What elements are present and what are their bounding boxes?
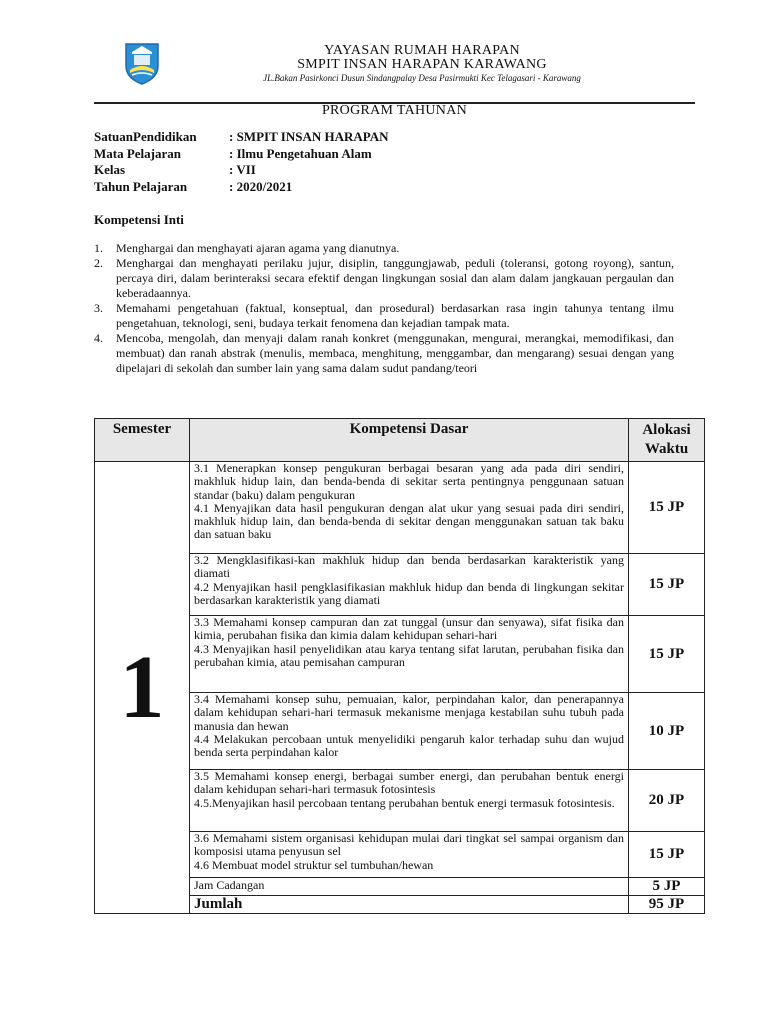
kd-cell <box>190 770 629 832</box>
jp-cell: 15 JP <box>629 616 705 693</box>
list-number: 2. <box>94 256 103 270</box>
list-text: Menghargai dan menghayati perilaku jujur, disiplin, tanggungjawab, peduli (toleransi, gotong royong), santun, percaya diri, dalam berinteraksi secara efektif dengan lingkungan sosial dan alam dalam jangkauan pergaulan dan keberadaannya. <box>116 256 674 300</box>
kd-skill-text: 4.5.Menyajikan hasil percobaan tentang perubahan bentuk energi termasuk fotosintesis. <box>194 795 615 810</box>
page-title: PROGRAM TAHUNAN <box>321 103 468 118</box>
kd-skill-text: 4.1 Menyajikan data hasil pengukuran dengan alat ukur yang sesuai pada diri sendiri, makhluk hidup lain, dan benda-benda di sekitar dengan menggunakan satuan tak baku dan satuan baku <box>194 500 624 542</box>
kd-text: 3.3 Memahami konsep campuran dan zat tunggal (unsur dan senyawa), sifat fisika dan kimia, perubahan fisika dan kimia dalam kehidupan sehari-hari <box>194 615 624 643</box>
list-item <box>94 241 674 256</box>
list-item <box>94 331 674 376</box>
kd-skill-text: 4.3 Menyajikan hasil penyelidikan atau karya tentang sifat larutan, perubahan fisika dan perubahan kimia, atau pemisahan campuran <box>194 641 624 669</box>
list-number: 3. <box>94 301 103 315</box>
table-header-row <box>95 419 705 462</box>
info-value: : VII <box>229 162 256 177</box>
school-logo-icon <box>122 40 162 86</box>
semester-number: 1 <box>95 462 190 914</box>
cadangan-label: Jam Cadangan <box>190 878 629 896</box>
org-name: YAYASAN RUMAH HARAPAN <box>324 43 520 58</box>
kd-cell <box>190 462 629 554</box>
jp-cell: 15 JP <box>629 832 705 878</box>
kd-skill-text: 4.6 Membuat model struktur sel tumbuhan/hewan <box>194 857 434 872</box>
cadangan-jp: 5 JP <box>629 878 705 896</box>
info-label: SatuanPendidikan <box>94 129 197 144</box>
info-row <box>94 179 389 196</box>
jumlah-label: Jumlah <box>190 896 629 914</box>
kd-cell <box>190 693 629 770</box>
list-item <box>94 256 674 301</box>
kd-skill-text: 4.4 Melakukan percobaan untuk menyelidiki pengaruh kalor terhadap suhu dan wujud benda serta perpindahan kalor <box>194 731 624 760</box>
info-label: Kelas <box>94 162 126 177</box>
list-item <box>94 301 674 331</box>
kd-text: 3.4 Memahami konsep suhu, pemuaian, kalor, perpindahan kalor, dan penerapannya dalam kehidupan sehari-hari termasuk mekanisme menjaga kestabilan suhu tubuh pada manusia dan hewan <box>194 692 624 733</box>
kd-cell <box>190 832 629 878</box>
info-value: : Ilmu Pengetahuan Alam <box>229 145 372 161</box>
jp-cell: 20 JP <box>629 770 705 832</box>
jp-cell: 10 JP <box>629 693 705 770</box>
kd-cell <box>190 554 629 616</box>
list-text: Menghargai dan menghayati ajaran agama yang dianutnya. <box>116 241 400 255</box>
school-address: JL.Bakan Pasirkonci Dusun Sindangpalay Desa Pasirmukti Kec Telagasari - Karawang <box>263 73 581 83</box>
info-label: Mata Pelajaran <box>94 145 182 161</box>
header-alokasi-waktu: Alokasi Waktu <box>629 419 705 462</box>
jp-cell: 15 JP <box>629 554 705 616</box>
jumlah-jp: 95 JP <box>629 896 705 914</box>
kompetensi-inti-title: Kompetensi Inti <box>94 212 184 227</box>
list-number: 4. <box>94 331 103 345</box>
info-block <box>94 129 389 195</box>
school-name: SMPIT INSAN HARAPAN KARAWANG <box>297 57 547 72</box>
list-number: 1. <box>94 241 103 255</box>
kd-text: 3.6 Memahami sistem organisasi kehidupan mulai dari tingkat sel sampai organism dan komposisi utama penyusun sel <box>194 831 624 859</box>
header-kompetensi-dasar: Kompetensi Dasar <box>190 419 629 462</box>
info-row <box>94 129 389 146</box>
kompetensi-inti-list <box>94 241 674 376</box>
kd-table <box>94 418 705 914</box>
header-semester: Semester <box>95 419 190 462</box>
kd-cell <box>190 616 629 693</box>
kd-text: 3.1 Menerapkan konsep pengukuran berbagai besaran yang ada pada diri sendiri, makhluk hidup lain, dan benda-benda di sekitar serta pentingnya penggunaan satuan standar (baku) dalam pengukuran <box>194 461 624 502</box>
list-text: Mencoba, mengolah, dan menyaji dalam ranah konkret (menggunakan, mengurai, merangkai, memodifikasi, dan membuat) dan ranah abstrak (menulis, membaca, menghitung, menggambar, dan mengarang) sesuai dengan yang dipelajari di sekolah dan sumber lain yang sama dalam sudut pandang/teori <box>116 331 674 375</box>
info-value: : SMPIT INSAN HARAPAN <box>229 129 389 144</box>
kd-skill-text: 4.2 Menyajikan hasil pengklasifikasian makhluk hidup dan benda di lingkungan sekitar berdasarkan karakteristik yang diamati <box>194 579 624 607</box>
info-label: Tahun Pelajaran <box>94 178 188 194</box>
info-value: : 2020/2021 <box>229 178 293 194</box>
list-text: Memahami pengetahuan (faktual, konseptual, dan prosedural) berdasarkan rasa ingin tahunya tentang ilmu pengetahuan, teknologi, seni, budaya terkait fenomena dan kejadian tampak mata. <box>116 301 674 330</box>
info-row <box>94 146 389 163</box>
table-row <box>95 462 705 554</box>
kd-text: 3.2 Mengklasifikasi-kan makhluk hidup dan benda berdasarkan karakteristik yang diamati <box>194 553 624 581</box>
kd-text: 3.5 Memahami konsep energi, berbagai sumber energi, dan perubahan bentuk energi dalam kehidupan sehari-hari termasuk fotosintesis <box>194 769 624 797</box>
info-row <box>94 162 389 179</box>
jp-cell: 15 JP <box>629 462 705 554</box>
